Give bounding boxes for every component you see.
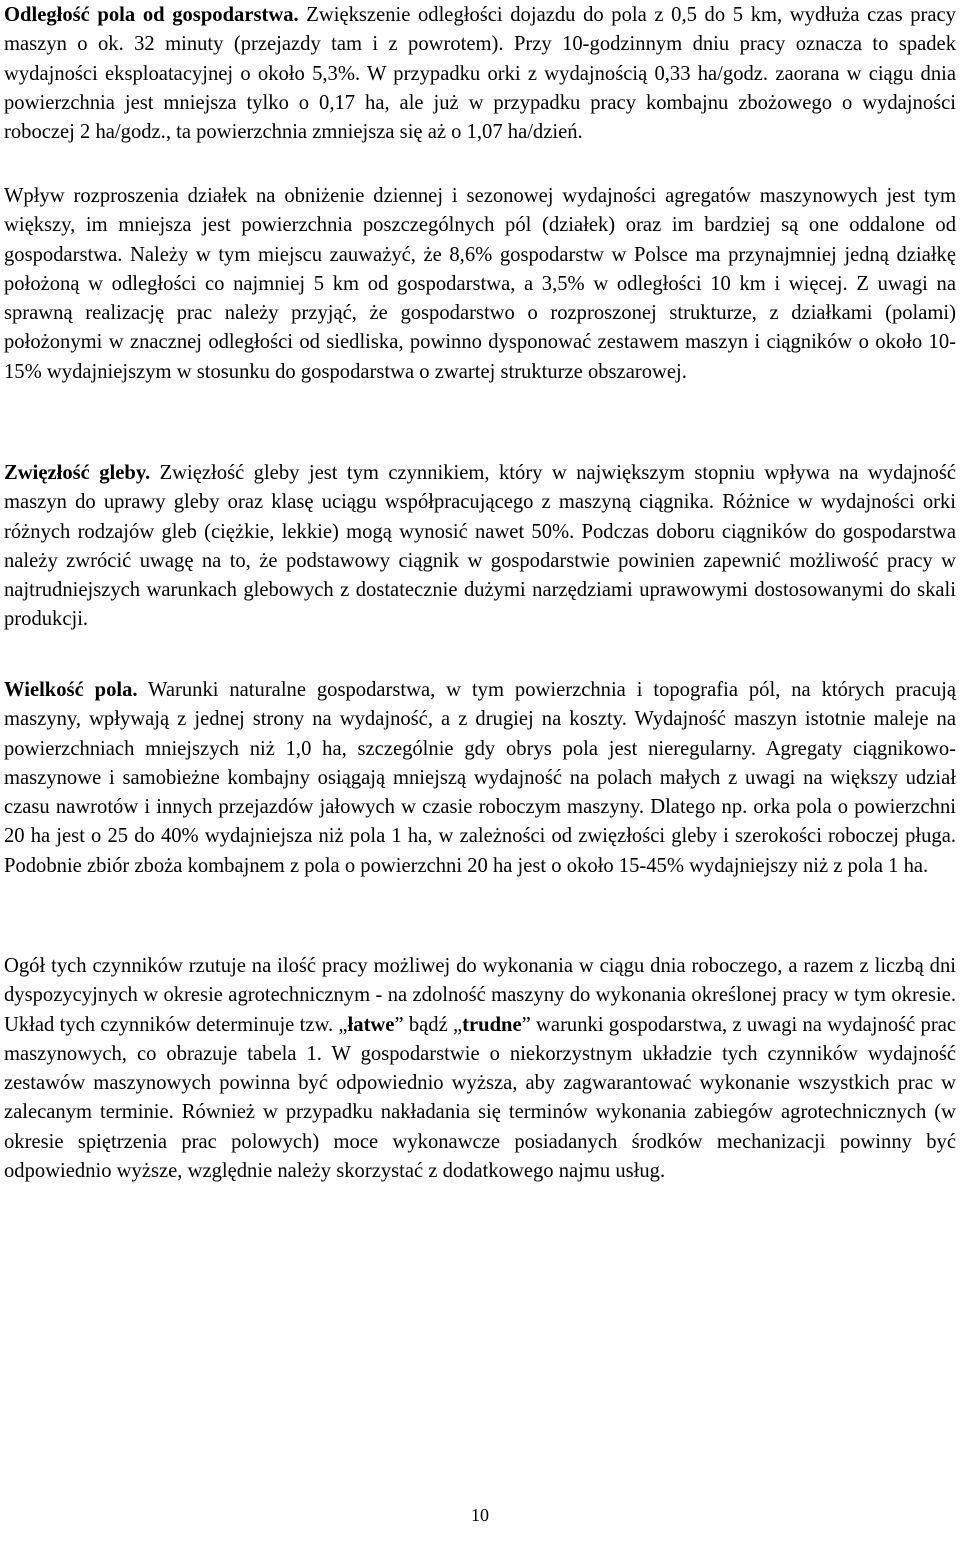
paragraph-field-size bbox=[4, 676, 956, 881]
paragraph-body-start: Ogół tych czynników rzutuje na ilość pracy możliwej do wykonania w ciągu dnia roboczego, a razem z liczbą dni dyspozycyjnych w okresie agrotechnicznym - na zdolność maszyny do wykonania określonej pracy w tym okresie. Układ tych czynników determinuje tzw. „ bbox=[4, 955, 956, 1036]
paragraph-plot-dispersion bbox=[4, 182, 956, 387]
paragraph-body: Warunki naturalne gospodarstwa, w tym powierzchnia i topografia pól, na których pracują maszyny, wpływają z jednej strony na wydajność, a z drugiej na koszty. Wydajność maszyn istotnie maleje na powierzchniach mniejszych niż 1,0 ha, szczególnie gdy obrys pola jest nieregularny. Agregaty ciągnikowo-maszynowe i samobieżne kombajny osiągają mniejszą wydajność na polach małych z uwagi na większy udział czasu nawrotów i innych przejazdów jałowych w czasie roboczym maszyny. Dlatego np. orka pola o powierzchni 20 ha jest o 25 do 40% wydajniejsza niż pola 1 ha, w zależności od zwięzłości gleby i szerokości roboczej pługa. Podobnie zbiór zboża kombajnem z pola o powierzchni 20 ha jest o około 15-45% wydajniejszy niż z pola 1 ha. bbox=[4, 679, 956, 877]
paragraph-field-distance bbox=[4, 1, 956, 147]
paragraph-summary bbox=[4, 952, 956, 1186]
paragraph-body-middle: ” bądź „ bbox=[394, 1013, 463, 1036]
heading-field-distance: Odległość pola od gospodarstwa. bbox=[4, 4, 299, 26]
term-difficult: trudne bbox=[462, 1013, 522, 1036]
term-easy: łatwe bbox=[347, 1013, 395, 1036]
paragraph-soil-compactness bbox=[4, 459, 956, 635]
heading-soil-compactness: Zwięzłość gleby. bbox=[4, 462, 151, 484]
paragraph-body: Zwięzłość gleby jest tym czynnikiem, który w największym stopniu wpływa na wydajność maszyn do uprawy gleby oraz klasę uciągu współpracującego z maszyną ciągnika. Różnice w wydajności orki różnych rodzajów gleb (ciężkie, lekkie) mogą wynosić nawet 50%. Podczas doboru ciągników do gospodarstwa należy zwrócić uwagę na to, że podstawowy ciągnik w gospodarstwie powinien zapewnić możliwość pracy w najtrudniejszych warunkach glebowych z dostatecznie dużymi narzędziami uprawowymi dostosowanymi do skali produkcji. bbox=[4, 462, 956, 631]
heading-field-size: Wielkość pola. bbox=[4, 679, 138, 701]
page-number: 10 bbox=[471, 1505, 489, 1525]
paragraph-body: Wpływ rozproszenia działek na obniżenie dziennej i sezonowej wydajności agregatów maszynowych jest tym większy, im mniejsza jest powierzchnia poszczególnych pól (działek) oraz im bardziej są one oddalone od gospodarstwa. Należy w tym miejscu zauważyć, że 8,6% gospodarstw w Polsce ma przynajmniej jedną działkę położoną w odległości co najmniej 5 km od gospodarstwa, a 3,5% w odległości 10 km i więcej. Z uwagi na sprawną realizację prac należy przyjąć, że gospodarstwo o rozproszonej strukturze, z działkami (polami) położonymi w znacznej odległości od siedliska, powinno dysponować zestawem maszyn i ciągników o około 10-15% wydajniejszym w stosunku do gospodarstwa o zwartej strukturze obszarowej. bbox=[4, 185, 956, 383]
paragraph-body: Zwiększenie odległości dojazdu do pola z 0,5 do 5 km, wydłuża czas pracy maszyn o ok. 32 minuty (przejazdy tam i z powrotem). Przy 10-godzinnym dniu pracy oznacza to spadek wydajności eksploatacyjnej o około 5,3%. W przypadku orki z wydajnością 0,33 ha/godz. zaorana w ciągu dnia powierzchnia jest mniejsza tylko o 0,17 ha, ale już w przypadku pracy kombajnu zbożowego o wydajności roboczej 2 ha/godz., ta powierzchnia zmniejsza się aż o 1,07 ha/dzień. bbox=[4, 4, 956, 144]
paragraph-body-end: ” warunki gospodarstwa, z uwagi na wydajność prac maszynowych, co obrazuje tabela 1. W gospodarstwie o niekorzystnym układzie tych czynników wydajność zestawów maszynowych powinna być odpowiednio wyższa, aby zagwarantować wykonanie wszystkich prac w zalecanym terminie. Również w przypadku nakładania się terminów wykonania zabiegów agrotechnicznych (w okresie spiętrzenia prac polowych) moce wykonawcze posiadanych środków mechanizacji powinny być odpowiednio wyższe, względnie należy skorzystać z dodatkowego najmu usług. bbox=[4, 1013, 956, 1183]
